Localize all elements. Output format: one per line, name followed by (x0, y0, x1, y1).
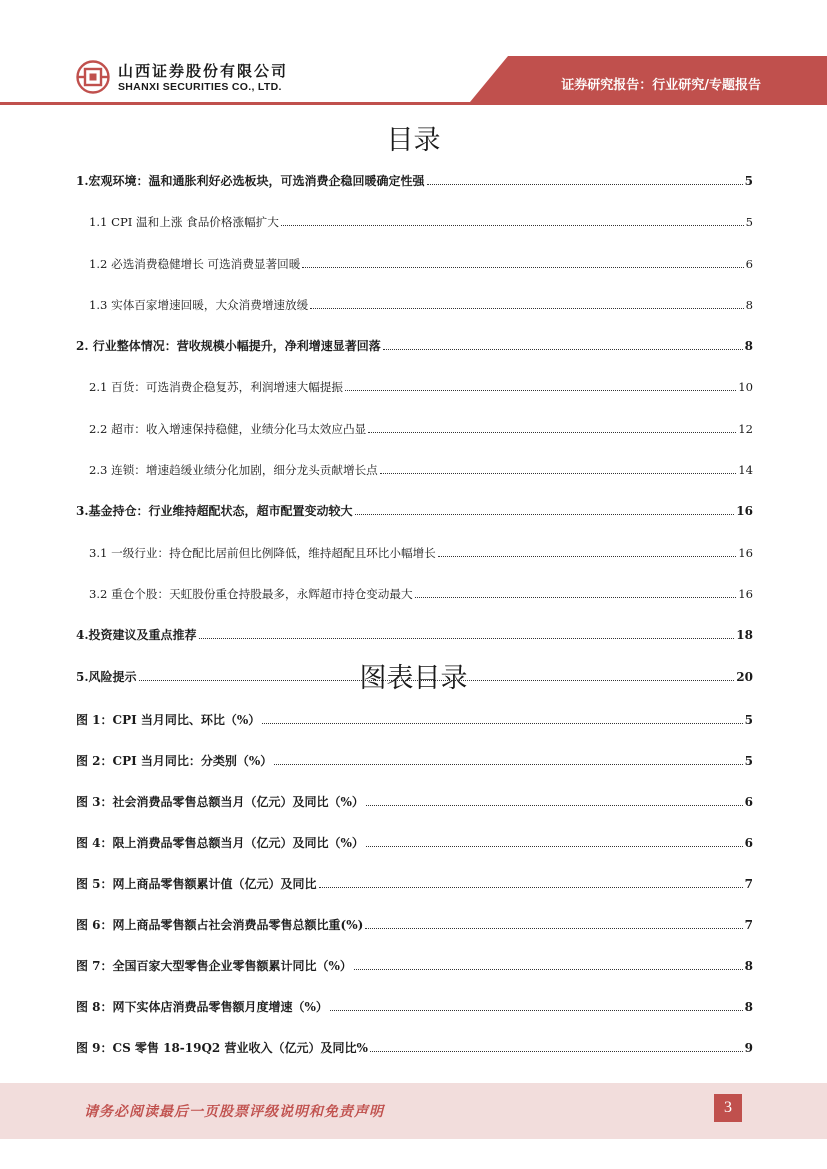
figure-entry[interactable]: 图 9：CS 零售 18-19Q2 营业收入（亿元）及同比% 9 (76, 1041, 753, 1055)
toc-entry[interactable]: 1.宏观环境：温和通胀利好必选板块，可选消费企稳回暖确定性强 5 (76, 174, 753, 188)
toc-entry[interactable]: 2.3 连锁：增速趋缓业绩分化加剧，细分龙头贡献增长点 14 (89, 463, 753, 478)
figure-entry[interactable]: 图 2：CPI 当月同比：分类别（%） 5 (76, 754, 753, 768)
figure-entry[interactable]: 图 7：全国百家大型零售企业零售额累计同比（%） 8 (76, 959, 753, 973)
figure-entry[interactable]: 图 5：网上商品零售额累计值（亿元）及同比 7 (76, 877, 753, 891)
toc-entry[interactable]: 3.2 重仓个股：天虹股份重仓持股最多，永辉超市持仓变动最大 16 (89, 586, 753, 601)
report-type-label: 证券研究报告：行业研究/专题报告 (561, 78, 761, 93)
toc-entry[interactable]: 4.投资建议及重点推荐 18 (76, 628, 753, 643)
toc-entry[interactable]: 3.1 一级行业：持仓配比居前但比例降低，维持超配且环比小幅增长 16 (89, 545, 753, 560)
figure-entry[interactable]: 图 3：社会消费品零售总额当月（亿元）及同比（%） 6 (76, 795, 753, 809)
figure-entry[interactable]: 图 4：限上消费品零售总额当月（亿元）及同比（%） 6 (76, 836, 753, 850)
figure-entry[interactable]: 图 1：CPI 当月同比、环比（%） 5 (76, 713, 753, 727)
toc-entry[interactable]: 3.基金持仓：行业维持超配状态，超市配置变动较大 16 (76, 504, 753, 519)
figure-list (76, 711, 753, 1080)
page-header (0, 0, 827, 108)
toc-entry[interactable]: 1.3 实体百家增速回暖，大众消费增速放缓 8 (89, 297, 753, 312)
header-divider (0, 102, 827, 105)
toc-entry[interactable]: 2. 行业整体情况：营收规模小幅提升，净利增速显著回落 8 (76, 339, 753, 354)
toc-entry[interactable]: 2.2 超市：收入增速保持稳健，业绩分化马太效应凸显 12 (89, 421, 753, 436)
footer-disclaimer: 请务必阅读最后一页股票评级说明和免责声明 (84, 1104, 384, 1120)
company-name-en: SHANXI SECURITIES CO., LTD. (118, 81, 282, 93)
toc-title: 目录 (386, 125, 441, 156)
company-name-cn: 山西证券股份有限公司 (118, 62, 289, 80)
figure-list-title: 图表目录 (359, 663, 468, 694)
figure-entry[interactable]: 图 6：网上商品零售额占社会消费品零售总额比重(%) 7 (76, 918, 753, 932)
page-number: 3 (714, 1094, 742, 1122)
toc-list (76, 172, 753, 709)
company-logo-icon (76, 60, 110, 94)
toc-entry[interactable]: 1.2 必选消费稳健增长 可选消费显著回暖 6 (89, 256, 753, 271)
toc-entry[interactable]: 1.1 CPI 温和上涨 食品价格涨幅扩大 5 (89, 215, 753, 230)
figure-entry[interactable]: 图 8：网下实体店消费品零售额月度增速（%） 8 (76, 1000, 753, 1014)
toc-entry[interactable]: 2.1 百货：可选消费企稳复苏，利润增速大幅提振 10 (89, 380, 753, 395)
toc-entry[interactable]: 5.风险提示 20 (76, 669, 753, 684)
